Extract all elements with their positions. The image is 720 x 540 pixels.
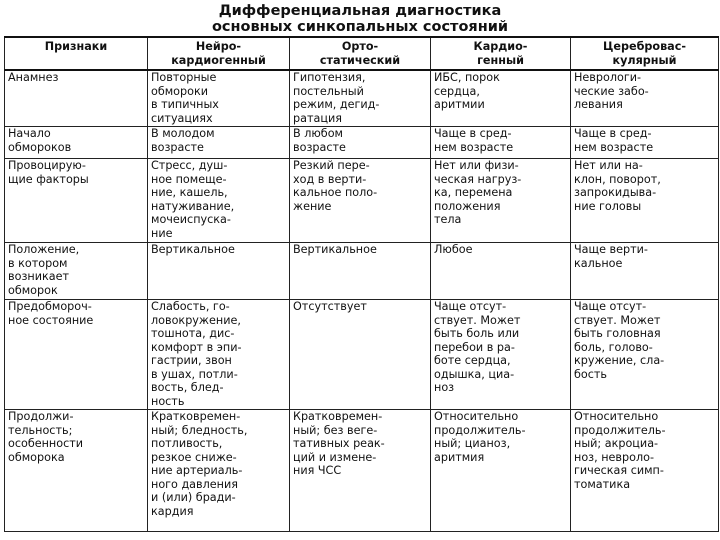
table-row [5, 70, 719, 127]
cell-cerebrovascular: Чаще в сред- нем возрасте [571, 127, 719, 159]
cell-cardiogenic: ИБС, порок сердца, аритмии [431, 70, 571, 127]
cell-neurocardiogenic: В молодом возрасте [148, 127, 290, 159]
cell-neurocardiogenic: Повторные обмороки в типичных ситуациях [148, 70, 290, 127]
document-title [0, 3, 720, 35]
table-row [5, 243, 719, 300]
table-header-row [5, 37, 719, 70]
cell-orthostatic: Резкий пере- ход в верти- кальное поло- жение [290, 159, 431, 243]
row-sign: Провоцирую- щие факторы [5, 159, 148, 243]
diagnosis-table [4, 36, 719, 532]
cell-neurocardiogenic: Вертикальное [148, 243, 290, 300]
header-cerebrovascular: Цереброваc- кулярный [571, 37, 719, 70]
cell-cardiogenic: Чаще отсут- ствует. Может быть боль или перебои в ра- боте сердца, одышка, циа- ноз [431, 300, 571, 410]
table-row [5, 159, 719, 243]
row-sign: Начало обмороков [5, 127, 148, 159]
cell-orthostatic: Отсутствует [290, 300, 431, 410]
cell-orthostatic: Гипотензия, постельный режим, дегид- ратация [290, 70, 431, 127]
cell-cerebrovascular: Чаще отсут- ствует. Может быть головная боль, голово- кружение, сла- бость [571, 300, 719, 410]
header-cardiogenic: Кардио- генный [431, 37, 571, 70]
title-line-2: основных синкопальных состояний [211, 19, 509, 35]
title-line-1: Дифференциальная диагностика [218, 3, 502, 19]
row-sign: Продолжи- тельность; особенности обморока [5, 410, 148, 532]
header-signs: Признаки [5, 37, 148, 70]
cell-neurocardiogenic: Стресс, душ- ное помеще- ние, кашель, натуживание, мочеиспуска- ние [148, 159, 290, 243]
row-sign: Анамнез [5, 70, 148, 127]
cell-cerebrovascular: Относительно продолжитель- ный; акроциа- ноз, невроло- гическая симп- томатика [571, 410, 719, 532]
cell-neurocardiogenic: Слабость, го- ловокружение, тошнота, дис- комфорт в эпи- гастрии, звон в ушах, потли- вость, блед- ность [148, 300, 290, 410]
header-neurocardiogenic: Нейро- кардиогенный [148, 37, 290, 70]
cell-cerebrovascular: Нет или на- клон, поворот, запрокидыва- ние головы [571, 159, 719, 243]
cell-cardiogenic: Любое [431, 243, 571, 300]
row-sign: Предобмороч- ное состояние [5, 300, 148, 410]
cell-cardiogenic: Относительно продолжитель- ный; цианоз, аритмия [431, 410, 571, 532]
cell-cardiogenic: Нет или физи- ческая нагруз- ка, перемена положения тела [431, 159, 571, 243]
cell-cerebrovascular: Неврологи- ческие забо- левания [571, 70, 719, 127]
cell-orthostatic: В любом возрасте [290, 127, 431, 159]
header-orthostatic: Орто- статический [290, 37, 431, 70]
cell-orthostatic: Вертикальное [290, 243, 431, 300]
cell-cerebrovascular: Чаще верти- кальное [571, 243, 719, 300]
table-row [5, 300, 719, 410]
cell-neurocardiogenic: Кратковремен- ный; бледность, потливость, резкое сниже- ние артериаль- ного давления и (или) бради- кардия [148, 410, 290, 532]
table-row [5, 127, 719, 159]
row-sign: Положение, в котором возникает обморок [5, 243, 148, 300]
table-row [5, 410, 719, 532]
cell-orthostatic: Кратковремен- ный; без веге- тативных реак- ций и измене- ния ЧСС [290, 410, 431, 532]
cell-cardiogenic: Чаще в сред- нем возрасте [431, 127, 571, 159]
